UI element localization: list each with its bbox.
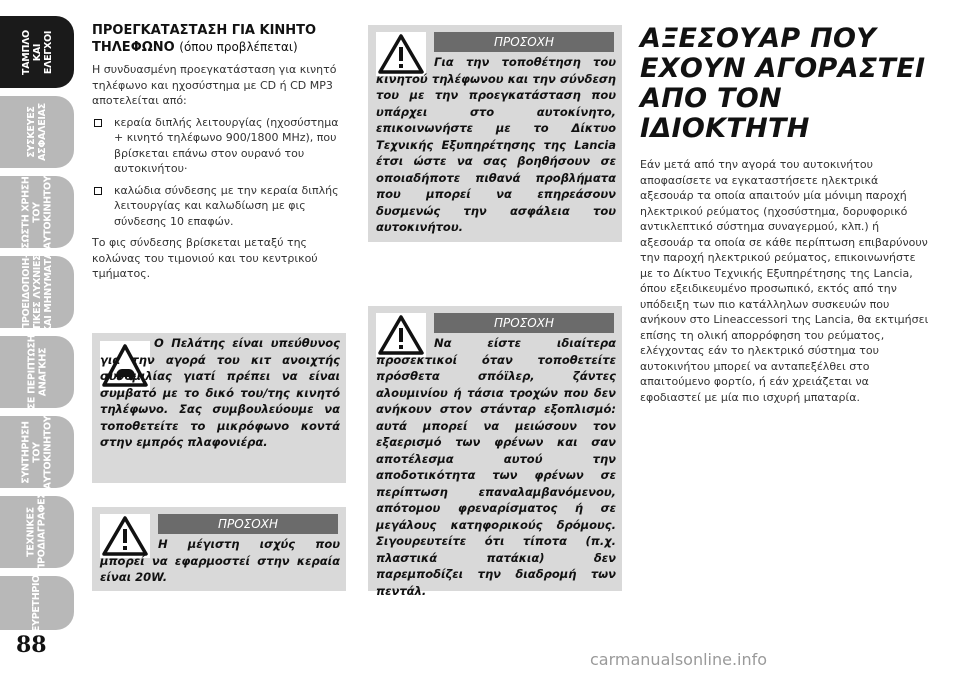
tab-safety-devices[interactable]: ΣΥΣΚΕΥΕΣ ΑΣΦΑΛΕΙΑΣ (0, 96, 74, 168)
intro-text: Η συνδυασμένη προεγκατάσταση για κινητό τηλέφωνο και ηχοσύστημα με CD ή CD MP3 αποτελείται από: (92, 63, 337, 107)
page-number: 88 (16, 632, 47, 658)
tab-maintenance[interactable]: ΣΥΝΤΗΡΗΣΗ ΤΟΥ ΑΥΤΟΚΙΝΗΤΟΥ (0, 416, 74, 488)
tab-index[interactable]: ΕΥΡΕΤΗΡΙΟ (0, 576, 74, 630)
list-item: κεραία διπλής λειτουργίας (ηχοσύστημα + κινητό τηλέφωνο 900/1800 MHz), που βρίσκεται επάνω στον ουρανό του αυτοκινήτου· (92, 115, 348, 177)
right-column (640, 157, 930, 405)
warning-spoilers-text: Να είστε ιδιαίτερα προσεκτικοί όταν τοποθετείτε πρόσθετα σπόϊλερ, ζάντες αλουμινίου ή τάσια τροχών που δεν ανήκουν στον στάνταρ εξοπλισμό: αυτά μπορεί να μειώσουν τον εξαερισμό των φρένων και σαν αποτέλεσμα αυτού την αποδοτικότητα των φρένων σε περίπτωση επαναλαμβανόμενου, απότομου φρεναρίσματος ή σε μεγάλους κατηφορικούς δρόμους. Σιγουρευτείτε ότι τίποτα (π.χ. πλαστικά πατάκια) δεν παρεμποδίζει την διαδρομή των πεντάλ. (376, 336, 616, 598)
list-item: καλώδια σύνδεσης με την κεραία διπλής λειτουργίας και καλωδίωση με φις σύνδεσης 10 επαφών. (92, 183, 348, 230)
tab-warning-lights[interactable]: ΠΡΟΕΙΔΟΠΟΙΗ- ΤΙΚΕΣ ΛΥΧΝΙΕΣ ΚΑΙ ΜΗΝΥΜΑΤΑ (0, 256, 74, 328)
tab-technical-specs[interactable]: ΤΕΧΝΙΚΕΣ ΠΡΟΔΙΑΓΡΑΦΕΣ (0, 496, 74, 568)
warning-phone-box (368, 25, 622, 242)
warning-banner: ΠΡΟΣΟΧΗ (158, 514, 338, 534)
warning-banner: ΠΡΟΣΟΧΗ (434, 32, 614, 52)
warning-power-text: Η μέγιστη ισχύς που μπορεί να εφαρμοστεί στην κεραία είναι 20W. (100, 537, 340, 584)
warning-banner: ΠΡΟΣΟΧΗ (434, 313, 614, 333)
watermark: carmanualsonline.info (590, 650, 768, 669)
page-title: ΑΞΕΣΟΥΑΡ ΠΟΥ ΕΧΟΥΝ ΑΓΟΡΑΣΤΕΙ ΑΠΟ ΤΟΝ ΙΔΙΟΚΤΗΤΗ (640, 23, 926, 144)
bullet-list (92, 115, 348, 230)
left-column (92, 22, 348, 282)
checkbox-bullet-icon (94, 187, 102, 195)
customer-note-text: Ο Πελάτης είναι υπεύθυνος για την αγορά του κιτ ανοιχτής συνομιλίας γιατί πρέπει να είναι συμβατό με το δικό του/της κινητό τηλέφωνο. Σας συμβουλεύουμε να τοποθετείτε το μικρόφωνο κοντά στην εμπρός πλαφονιέρα. (100, 336, 340, 449)
section-heading-note: (όπου προβλέπεται) (179, 40, 298, 54)
warning-power-box (92, 507, 346, 591)
chapter-tab-strip (0, 0, 77, 677)
section-heading: ΠΡΟΕΓΚΑΤΑΣΤΑΣΗ ΓΙΑ ΚΙΝΗΤΟ ΤΗΛΕΦΩΝΟ (όπου προβλέπεται) (92, 23, 317, 55)
accessories-body-text: Εάν μετά από την αγορά του αυτοκινήτου αποφασίσετε να εγκαταστήσετε ηλεκτρικά αξεσουάρ τα οποία απαιτούν μία μόνιμη παροχή ηλεκτρικού ρεύματος (ηχοσύστημα, δορυφορικό αντικλεπτικό σύστημα συναγερμού, κλπ.) ή αξεσουάρ τα οποία σε κάθε περίπτωση επιβαρύνουν την παροχή ηλεκτρικού ρεύματος, επικοινωνήστε με το Δίκτυο Τεχνικής Εξυπηρέτησης της Lancia, όπου εξειδικευμένο προσωπικό, εκτός από την υπόδειξη των πιο κατάλληλων συσκευών που ανήκουν στο Lineaccessori της Lancia, θα εκτιμήσει επίσης τη ολική απορρόφηση του ρεύματος, ελέγχοντας εάν το ηλεκτρικό σύστημα του αυτοκινήτου μπορεί να ανταπεξέλθει στο απαιτούμενο φορτίο, ή εάν χρειάζεται να εφοδιαστεί με μία πιο ισχυρή μπαταρία. (640, 158, 929, 404)
customer-note-box (92, 333, 346, 483)
warning-spoilers-box (368, 306, 622, 598)
checkbox-bullet-icon (94, 119, 102, 127)
outro-text: Το φις σύνδεσης βρίσκεται μεταξύ της κολώνας του τιμονιού και του κεντρικού τμήματος. (92, 236, 318, 280)
warning-phone-text: Για την τοποθέτηση του κινητού τηλέφωνου και την σύνδεση του με την προεγκατάσταση που υπάρχει στο αυτοκίνητο, επικοινωνήστε με το Δίκτυο Τεχνικής Εξυπηρέτησης της Lancia έτσι ώστε να σας βοηθήσουν σε οποιαδήποτε πιθανά προβλήματα που μπορεί να επηρεάσουν δυσμενώς την ασφάλεια του αυτοκινήτου. (376, 55, 616, 234)
tab-emergency[interactable]: ΣΕ ΠΕΡΙΠΤΩΣΗ ΑΝΑΓΚΗΣ (0, 336, 74, 408)
tab-dashboard-controls[interactable]: ΤΑΜΠΛΟ ΚΑΙ ΕΛΕΓΧΟΙ (0, 16, 74, 88)
tab-correct-use[interactable]: ΣΩΣΤΗ ΧΡΗΣΗ ΤΟΥ ΑΥΤΟΚΙΝΗΤΟΥ (0, 176, 74, 248)
